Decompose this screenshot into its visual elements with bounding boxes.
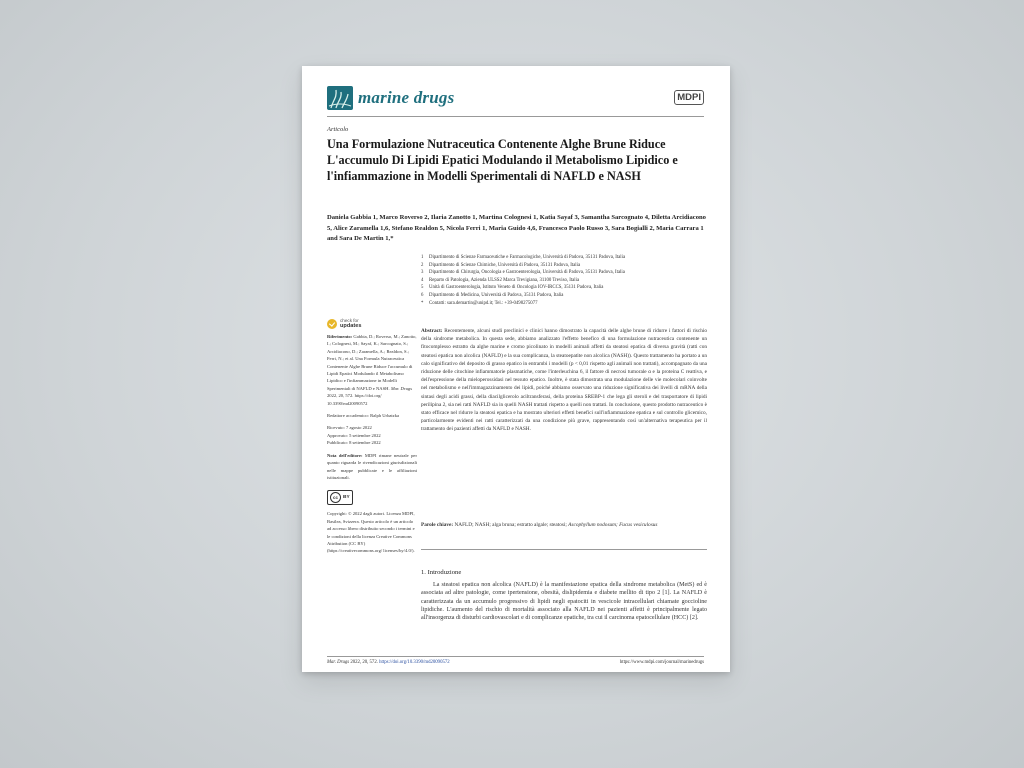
author-list: Daniela Gabbia 1, Marco Roverso 2, Ilaria Zanotto 1, Martina Colognesi 1, Katia Sayaf 3, Samantha Sarcognato 4, Diletta Arcidiacono 5, Alice Zaramella 1,6, Stefano Realdon 5, Nicola Ferri 1, Maria Guido 4,6, Francesco Paolo Russo 3, Sara Bogialli 2, Maria Carrara 1 and Sara De Martin 1,* — [327, 214, 706, 242]
citation-label: Riferimento: — [327, 334, 353, 339]
keywords-label: Parole chiave: — [421, 522, 454, 528]
copyright-notice: Copyright: © 2022 dagli autori. Licenza MDPI, Basilea, Svizzera. Questo articolo è un articolo ad accesso libero distribuito secondo i termini e le condizioni della licenza Creative Commons Attribution (CC BY) (https://creativecommons.org/ licenses/by/4.0/). — [327, 511, 415, 554]
sidebar — [327, 318, 417, 560]
checkmark-icon — [327, 319, 337, 329]
footer-citation — [327, 660, 450, 665]
section-divider — [421, 549, 707, 550]
footer-journal: Mar. Drugs — [327, 660, 350, 665]
received-date: Ricevuto: 7 agosto 2022 — [327, 425, 372, 431]
seaweed-logo-icon — [327, 86, 353, 110]
check-for-updates-button[interactable] — [327, 318, 417, 329]
affiliation-item: 2 Dipartimento di Scienze Chimiche, Università di Padova, 35131 Padova, Italia — [421, 262, 581, 268]
note-label: Nota dell'editore: — [327, 452, 363, 458]
abstract — [421, 327, 707, 434]
article-type: Articolo — [327, 126, 349, 133]
cc-icon: cc — [330, 492, 341, 503]
affiliation-item: 4 Reparto di Patologia, Azienda ULSS2 Marca Trevigiana, 31100 Treviso, Italia — [421, 277, 580, 283]
affiliation-item: 3 Dipartimento di Chirurgia, Oncologia e Gastroenterologia, Università di Padova, 35131 Padova, Italia — [421, 270, 625, 276]
citation — [327, 333, 417, 407]
citation-text: Gabbia, D.; Roverso, M.; Zanotto, I.; Colognesi, M.; Sayaf, K.; Sarcognato, S.; Arcidiacono, D.; Zaramella, A.; Realdon, S.; Ferri, N.; et al. Una Formula Nutraceutica Contenente Alghe Brune Riduce l'accumulo di Lipidi Epatici Modulando il Metabolismo Lipidico e l'infiammazione in Modelli Sperimentali di NAFLD e NASH. — [327, 334, 417, 391]
journal-name: marine drugs — [358, 88, 455, 107]
accepted-date: Approvato: 5 settembre 2022 — [327, 432, 381, 438]
affiliation-item: 1 Dipartimento di Scienze Farmaceutiche e Farmacologiche, Università di Padova, 35131 Padova, Italia — [421, 255, 626, 260]
intro-paragraph: La steatosi epatica non alcolica (NAFLD) è la manifestazione epatica della sindrome metabolica (MetS) ed è associata ad altre patologie, come ipertensione, obesità, dislipidemia e diabete mellito di tipo 2 [1]. La NAFLD è caratterizzata da un accumulo progressivo di lipidi negli epatociti in vescicole intracellulari chiamate goccioline lipidiche. L'aumento del rischio di mortalità associato alla NAFLD nei pazienti affetti è principalmente legato all'insorgenza di disturbi cardiovascolari e di complicanze epatiche, tra cui il carcinoma epatocellulare (HCC) [2]. — [421, 582, 707, 622]
publisher-note — [327, 452, 417, 482]
footer-citation-text: 2022, 20, 572. — [350, 660, 378, 665]
footer-divider — [327, 656, 704, 657]
check-label: check for — [340, 318, 359, 323]
publisher-name: MDPI — [674, 90, 704, 105]
affiliations — [421, 254, 706, 307]
paper-page — [302, 66, 730, 672]
affiliation-item: 5 Unità di Gastroenterologia, Istituto Veneto di Oncologia IOV-IRCCS, 35131 Padova, Italia — [421, 285, 604, 291]
affiliation-item: 6 Dipartimento di Medicina, Università di Padova, 35131 Padova, Italia — [421, 292, 564, 298]
cc-label: BY — [343, 495, 350, 501]
keywords — [421, 521, 707, 529]
keywords-plain: NAFLD; NASH; alga bruna; estratto algale; steatosi; — [454, 522, 567, 528]
article-title: Una Formulazione Nutraceutica Contenente Alghe Brune Riduce L'accumulo Di Lipidi Epatici Modulando il Metabolismo Lipidico e l'infiammazione in Modelli Sperimentali di NAFLD e NASH — [327, 137, 678, 183]
section-heading: 1. Introduzione — [421, 569, 462, 576]
doi-link[interactable]: https://doi.org/10.3390/md20090572 — [379, 660, 450, 665]
note-text: MDPI rimane neutrale per quanto riguarda le rivendicazioni giurisdizionali nelle mappe pubblicate e le affiliazioni istituzionali. — [327, 452, 417, 480]
journal-url[interactable]: https://www.mdpi.com/journal/marinedrugs — [619, 660, 704, 665]
dates — [327, 424, 417, 446]
cc-by-badge[interactable] — [327, 490, 353, 505]
abstract-label: Abstract: — [421, 328, 443, 334]
correspondence: * Contatti: sara.demartin@unipd.it; Tel.: +39-0498275077 — [421, 300, 538, 306]
journal-logo — [327, 86, 454, 110]
citation-journal: Mar. Drugs — [390, 385, 412, 391]
keywords-italic: Ascophyllum nodosum; Fucus vesiculosus — [568, 522, 658, 528]
academic-editor: Redattore accademico: Ralph Urbatzka — [327, 413, 400, 419]
abstract-text: Recentemente, alcuni studi preclinici e clinici hanno dimostrato la capacità delle alghe brune di ridurre i fattori di rischio della sindrome metabolica. In questa sede, abbiamo analizzato l'effetto benefico di una formulazione nutraceutica contenente un fitocomplesso estratto da alghe marine e cromo picolinato in modelli animali affetti da steatosi epatica di diversa gravità (ratti con steatosi epatica non alcolica (NAFLD) e la sua complicanza, la steatoepatite non alcolica (NASH)). Questo trattamento ha portato a un calo significativo del deposito di grasso epatico in entrambi i modelli (p < 0,01 rispetto agli animali non trattati), accompagnato da una riduzione delle citochine infiammatorie plasmatiche, come l'interleuchina 6, il fattore di necrosi tumorale α e la proteina C reattiva, e dell'espressione della mieloperossidasi nel tessuto epatico. Inoltre, è stata dimostrata una modulazione delle vie molecolari coinvolte nel metabolismo e nell'immagazzinamento dei lipidi, poiché abbiamo osservato una riduzione significativa dei livelli di mRNA della sintasi degli acidi grassi, della diacilglicerolo aciltransferasi, della proteina SREBP-1 che lega gli steroli e del trasportatore di lipidi perilipina 2, sia nei ratti NAFLD sia in quelli NASH trattati rispetto a quelli non trattati. In conclusione, questo prodotto nutraceutico è stato efficace nel ridurre la steatosi epatica e ha mostrato ulteriori effetti benefici sull'infiammazione epatica e sul controllo glicemico, particolarmente evidenti nei ratti caratterizzati da una condizione più grave, rappresentando così un'alternativa terapeutica per il trattamento dei pazienti affetti da NAFLD e NASH. — [421, 328, 707, 433]
published-date: Pubblicato: 8 settembre 2022 — [327, 440, 381, 446]
header-divider — [327, 116, 704, 117]
publisher-logo — [674, 90, 704, 105]
citation-tail: 2022, 20, 572. https://doi.org/ 10.3390/md20090572 — [327, 393, 382, 406]
check-label-updates: updates — [340, 323, 362, 329]
